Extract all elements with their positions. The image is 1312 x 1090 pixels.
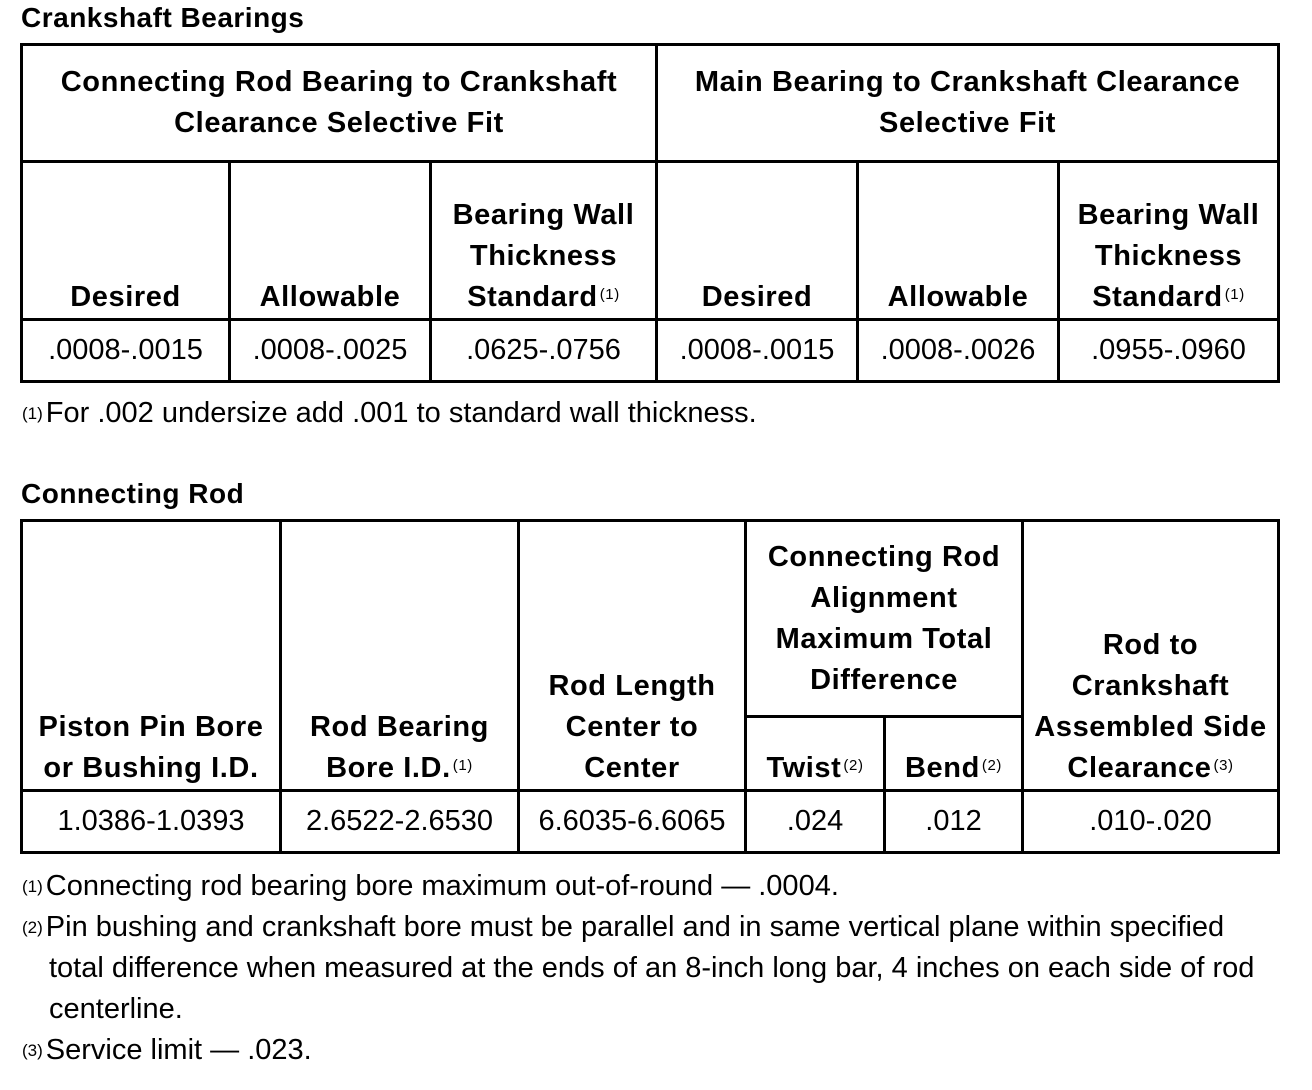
value-cell: .0008-.0026	[858, 320, 1059, 382]
value-cell: .0955-.0960	[1059, 320, 1279, 382]
rod-bearing-clearance-header: Connecting Rod Bearing to Crankshaft Clearance Selective Fit	[22, 45, 657, 162]
value-cell: .010-.020	[1023, 791, 1279, 853]
crankshaft-bearings-title: Crankshaft Bearings	[21, 2, 305, 33]
rod-footnote-2: $^{(2)}$ Pin bushing and crankshaft bore must be parallel and in same vertical plane within specified total difference when measured at the ends of an 8-inch long bar, 4 inches on each side of rod centerline.	[22, 911, 1255, 1025]
col-rod-alignment: Connecting Rod Alignment Maximum Total Difference	[746, 521, 1023, 717]
value-cell: .0008-.0015	[22, 320, 230, 382]
col-rod-bearing-bore: Rod Bearing Bore I.D. $^{(1)}$	[281, 521, 519, 791]
value-cell: .0008-.0025	[230, 320, 431, 382]
connecting-rod-table	[20, 519, 1280, 854]
value-cell: .0008-.0015	[657, 320, 858, 382]
value-cell: 6.6035-6.6065	[519, 791, 746, 853]
value-cell: 1.0386-1.0393	[22, 791, 281, 853]
value-cell: .0625-.0756	[431, 320, 657, 382]
col-allowable: Allowable	[230, 162, 431, 320]
crankshaft-footnote: $^{(1)}$ For .002 undersize add .001 to standard wall thickness.	[22, 397, 757, 429]
col-rod-length: Rod Length Center to Center	[519, 521, 746, 791]
crankshaft-bearings-table	[20, 43, 1280, 383]
main-bearing-clearance-header: Main Bearing to Crankshaft Clearance Selective Fit	[657, 45, 1279, 162]
col-desired: Desired	[657, 162, 858, 320]
col-bend: Bend $^{(2)}$	[885, 717, 1023, 791]
col-desired: Desired	[22, 162, 230, 320]
col-twist: Twist $^{(2)}$	[746, 717, 885, 791]
col-wall-thickness: Bearing Wall Thickness Standard $^{(1)}$	[431, 162, 657, 320]
value-cell: 2.6522-2.6530	[281, 791, 519, 853]
rod-footnote-3: $^{(3)}$ Service limit — .023.	[22, 1034, 312, 1066]
rod-footnote-1: $^{(1)}$ Connecting rod bearing bore maximum out-of-round — .0004.	[22, 870, 839, 902]
value-cell: .012	[885, 791, 1023, 853]
connecting-rod-title: Connecting Rod	[21, 478, 245, 509]
col-allowable: Allowable	[858, 162, 1059, 320]
col-side-clearance: Rod to Crankshaft Assembled Side Clearance $^{(3)}$	[1023, 521, 1279, 791]
col-wall-thickness: Bearing Wall Thickness Standard $^{(1)}$	[1059, 162, 1279, 320]
value-cell: .024	[746, 791, 885, 853]
col-piston-pin-bore: Piston Pin Bore or Bushing I.D.	[22, 521, 281, 791]
